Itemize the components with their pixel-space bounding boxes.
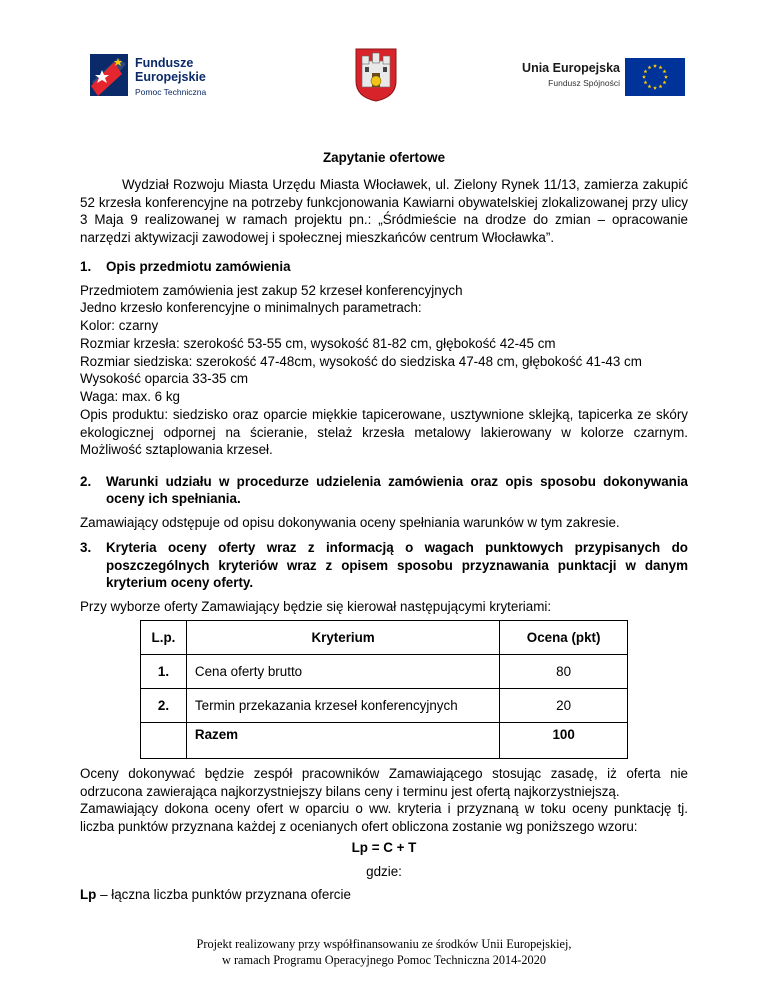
section-1-heading xyxy=(80,258,688,276)
table-cell-criterion: Cena oferty brutto xyxy=(186,655,499,689)
formula-where-label: gdzie: xyxy=(366,863,402,879)
formula: Lp = C + T xyxy=(351,840,417,856)
param-line: Przedmiotem zamówienia jest zakup 52 krzeseł konferencyjnych xyxy=(80,282,463,298)
fundusze-europejskie-logo xyxy=(88,52,218,100)
param-line: Rozmiar siedziska: szerokość 47-48cm, wysokość do siedziska 47-48 cm, głębokość 41-43 cm xyxy=(80,353,642,369)
wloclawek-coat-of-arms-icon xyxy=(354,47,398,103)
intro-paragraph: Wydział Rozwoju Miasta Urzędu Miasta Włocławek, ul. Zielony Rynek 11/13, zamierza zakupić 52 krzesła konferencyjne na potrzeby funkcjonowania Kawiarni obywatelskiej zlokalizowanej przy ulicy 3 Maja 9 realizowanej w ramach projektu pn.: „Śródmieście na drodze do zmian – opracowanie narzędzi aktywizacji zawodowej i społecznej mieszkańców centrum Włocławka”. xyxy=(80,177,688,245)
table-total-label: Razem xyxy=(186,723,499,759)
lp-definition-text: – łączna liczba punktów przyznana ofercie xyxy=(96,887,351,903)
param-line: Kolor: czarny xyxy=(80,318,159,334)
fe-logo-line2: Europejskie xyxy=(135,70,206,84)
fe-logo-line3: Pomoc Techniczna xyxy=(135,87,207,97)
product-description: Opis produktu: siedzisko oraz oparcie miękkie tapicerowane, usztywnione sklejką, tapicerka ze skóry ekologicznej odpornej na ścieranie, stelaż krzesła metalowy lakierowany w kolorze czarnym. Możliwość sztaplowania krzeseł. xyxy=(80,407,688,458)
section-2-number: 2. xyxy=(80,473,92,489)
ue-logo-line2: Fundusz Spójności xyxy=(548,78,620,88)
fundusze-europejskie-mark-icon xyxy=(88,52,130,98)
section-1-number: 1. xyxy=(80,259,92,274)
table-row xyxy=(141,689,628,723)
section-3-title: Kryteria oceny oferty wraz z informacją o wagach punktowych przypisanych do poszczególnych kryteriów wraz z opisem sposobu przyznawania punktacji w danym kryterium oceny oferty. xyxy=(106,540,688,591)
lp-term: Lp xyxy=(80,887,97,903)
param-line: Wysokość oparcia 33-35 cm xyxy=(80,371,249,387)
section-2-heading xyxy=(80,473,688,508)
eu-flag-icon xyxy=(625,58,685,96)
section-3-number: 3. xyxy=(80,540,92,556)
table-header-lp: L.p. xyxy=(141,621,187,655)
table-cell-criterion: Termin przekazania krzeseł konferencyjnych xyxy=(186,689,499,723)
section-2-title: Warunki udziału w procedurze udzielenia zamówienia oraz opis sposobu dokonywania oceny ich spełniania. xyxy=(106,473,688,507)
page-title: Zapytanie ofertowe xyxy=(322,150,446,165)
table-header-row xyxy=(141,621,628,655)
table-cell-score: 80 xyxy=(500,655,628,689)
footer-line2: w ramach Programu Operacyjnego Pomoc Techniczna 2014-2020 xyxy=(222,953,546,967)
table-cell-score: 20 xyxy=(500,689,628,723)
section-2-text: Zamawiający odstępuje od opisu dokonywania oceny spełniania warunków w tym zakresie. xyxy=(80,514,620,530)
page-footer xyxy=(0,936,768,968)
table-total-score: 100 xyxy=(500,723,628,759)
section-1-parameters xyxy=(80,282,688,407)
section-3-heading xyxy=(80,539,688,592)
table-cell-lp: 1. xyxy=(141,655,187,689)
param-line: Rozmiar krzesła: szerokość 53-55 cm, wysokość 81-82 cm, głębokość 42-45 cm xyxy=(80,335,556,351)
unia-europejska-logo xyxy=(505,58,685,98)
table-header-criterion: Kryterium xyxy=(186,621,499,655)
footer-line1: Projekt realizowany przy współfinansowaniu ze środków Unii Europejskiej, xyxy=(196,937,572,951)
fe-logo-line1: Fundusze xyxy=(135,56,194,70)
evaluation-paragraph: Oceny dokonywać będzie zespół pracowników Zamawiającego stosując zasadę, iż oferta nie odrzucona zawierająca najkorzystniejszy bilans ceny i terminu jest ofertą najkorzystniejszą. xyxy=(80,766,688,799)
ue-logo-line1: Unia Europejska xyxy=(522,61,620,75)
lp-definition xyxy=(80,886,688,904)
param-line: Waga: max. 6 kg xyxy=(80,389,180,405)
criteria-table xyxy=(140,620,628,759)
section-3-text: Przy wyborze oferty Zamawiający będzie się kierował następującymi kryteriami: xyxy=(80,598,552,614)
scoring-paragraph: Zamawiający dokona oceny ofert w oparciu o ww. kryteria i przyznaną w toku oceny punktację tj. liczba punktów przyznana każdej z ocenianych ofert obliczona zostanie wg poniższego wzoru: xyxy=(80,801,688,834)
table-cell-empty xyxy=(141,723,187,759)
table-cell-lp: 2. xyxy=(141,689,187,723)
logo-header xyxy=(0,40,768,110)
table-total-row xyxy=(141,723,628,759)
section-1-title: Opis przedmiotu zamówienia xyxy=(106,259,291,274)
table-row xyxy=(141,655,628,689)
document-body xyxy=(80,150,688,904)
param-line: Jedno krzesło konferencyjne o minimalnych parametrach: xyxy=(80,300,422,316)
table-header-score: Ocena (pkt) xyxy=(500,621,628,655)
